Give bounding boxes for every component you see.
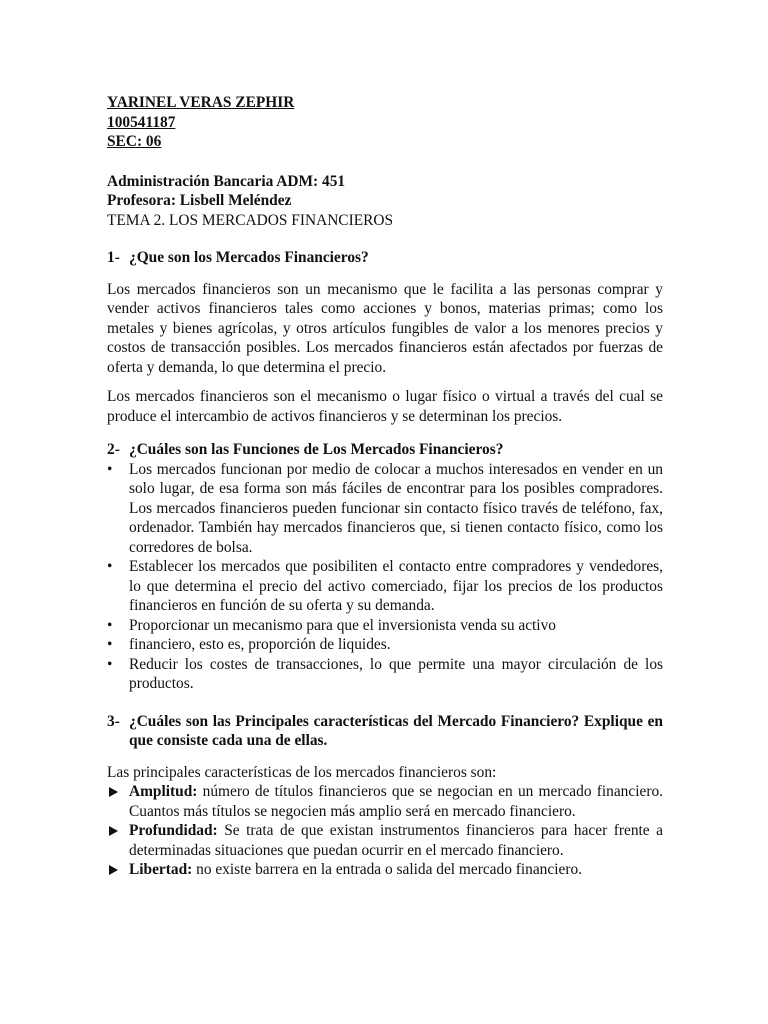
arrowhead-bullet-icon bbox=[109, 865, 118, 875]
question-1-text: ¿Que son los Mercados Financieros? bbox=[129, 249, 369, 266]
student-id: 100541187 bbox=[107, 113, 176, 131]
bullet-icon: • bbox=[107, 616, 113, 634]
student-header bbox=[107, 93, 663, 152]
characteristic-term: Libertad: bbox=[129, 861, 193, 878]
arrowhead-bullet-icon bbox=[109, 787, 118, 797]
list-item-text: financiero, esto es, proporción de liquides. bbox=[129, 636, 391, 653]
question-3-number: 3- bbox=[107, 712, 120, 730]
question-3-intro: Las principales características de los mercados financieros son: bbox=[107, 763, 497, 781]
question-2-text: ¿Cuáles son las Funciones de Los Mercados Financieros? bbox=[129, 441, 504, 458]
list-item-text: Los mercados funcionan por medio de colocar a muchos interesados en vender en un solo lugar, de esa forma son más fáciles de encontrar para los posibles compradores. Los mercados financieros pueden funcionar sin contacto físico través de teléfono, fax, ordenador. También hay mercados financieros que, si tienen contacto físico, como los corredores de bolsa. bbox=[129, 460, 663, 556]
question-2-number: 2- bbox=[107, 441, 120, 458]
course-header bbox=[107, 172, 663, 231]
list-item bbox=[107, 655, 663, 694]
bullet-icon: • bbox=[107, 655, 113, 673]
characteristic-term: Profundidad: bbox=[129, 822, 218, 839]
document-page bbox=[107, 93, 663, 880]
characteristic-description: número de títulos financieros que se negocian en un mercado financiero. Cuantos más títulos se negocien más amplio será en mercado financiero. bbox=[129, 783, 663, 820]
list-item bbox=[107, 460, 663, 558]
course-teacher: Profesora: Lisbell Meléndez bbox=[107, 192, 292, 209]
question-1-number: 1- bbox=[107, 249, 120, 266]
list-item bbox=[107, 821, 663, 860]
question-1-paragraph-1: Los mercados financieros son un mecanismo que le facilita a las personas comprar y vender activos financieros tales como acciones y bonos, materias primas; como los metales y bienes agrícolas, y otros artículos fungibles de valor a los menores precios y costos de transacción posibles. Los mercados financieros están afectados por fuerzas de oferta y demanda, lo que determina el precio. bbox=[107, 280, 663, 376]
characteristic-term: Amplitud: bbox=[129, 783, 198, 800]
question-2-heading bbox=[107, 440, 663, 460]
question-1-paragraph-2: Los mercados financieros son el mecanismo o lugar físico o virtual a través del cual se produce el intercambio de activos financieros y se determinan los precios. bbox=[107, 388, 663, 425]
functions-list bbox=[107, 460, 663, 694]
list-item bbox=[107, 616, 663, 636]
bullet-icon: • bbox=[107, 460, 113, 478]
question-3-text: ¿Cuáles son las Principales características del Mercado Financiero? Explique en que consiste cada una de ellas. bbox=[129, 712, 663, 749]
arrowhead-bullet-icon bbox=[109, 826, 118, 836]
list-item-text: Reducir los costes de transacciones, lo que permite una mayor circulación de los productos. bbox=[129, 655, 663, 692]
question-1-heading bbox=[107, 248, 663, 268]
bullet-icon: • bbox=[107, 558, 113, 575]
list-item-text: Establecer los mercados que posibiliten el contacto entre compradores y vendedores, lo que determina el precio del activo comerciado, fijar los precios de los productos financieros en función de su oferta y su demanda. bbox=[129, 558, 663, 614]
characteristics-list bbox=[107, 782, 663, 880]
characteristic-description: Se trata de que existan instrumentos financieros para hacer frente a determinadas situaciones que puedan ocurrir en el mercado financiero. bbox=[129, 822, 663, 859]
student-name: YARINEL VERAS ZEPHIR bbox=[107, 94, 295, 111]
list-item bbox=[107, 635, 663, 655]
list-item-text: Proporcionar un mecanismo para que el inversionista venda su activo bbox=[129, 616, 556, 634]
course-topic: TEMA 2. LOS MERCADOS FINANCIEROS bbox=[107, 211, 394, 229]
list-item bbox=[107, 557, 663, 616]
question-3-heading bbox=[107, 712, 663, 751]
list-item bbox=[107, 860, 663, 880]
course-subject: Administración Bancaria ADM: 451 bbox=[107, 172, 346, 190]
list-item bbox=[107, 782, 663, 821]
bullet-icon: • bbox=[107, 636, 113, 653]
student-section: SEC: 06 bbox=[107, 133, 162, 150]
characteristic-description: no existe barrera en la entrada o salida del mercado financiero. bbox=[192, 861, 582, 878]
